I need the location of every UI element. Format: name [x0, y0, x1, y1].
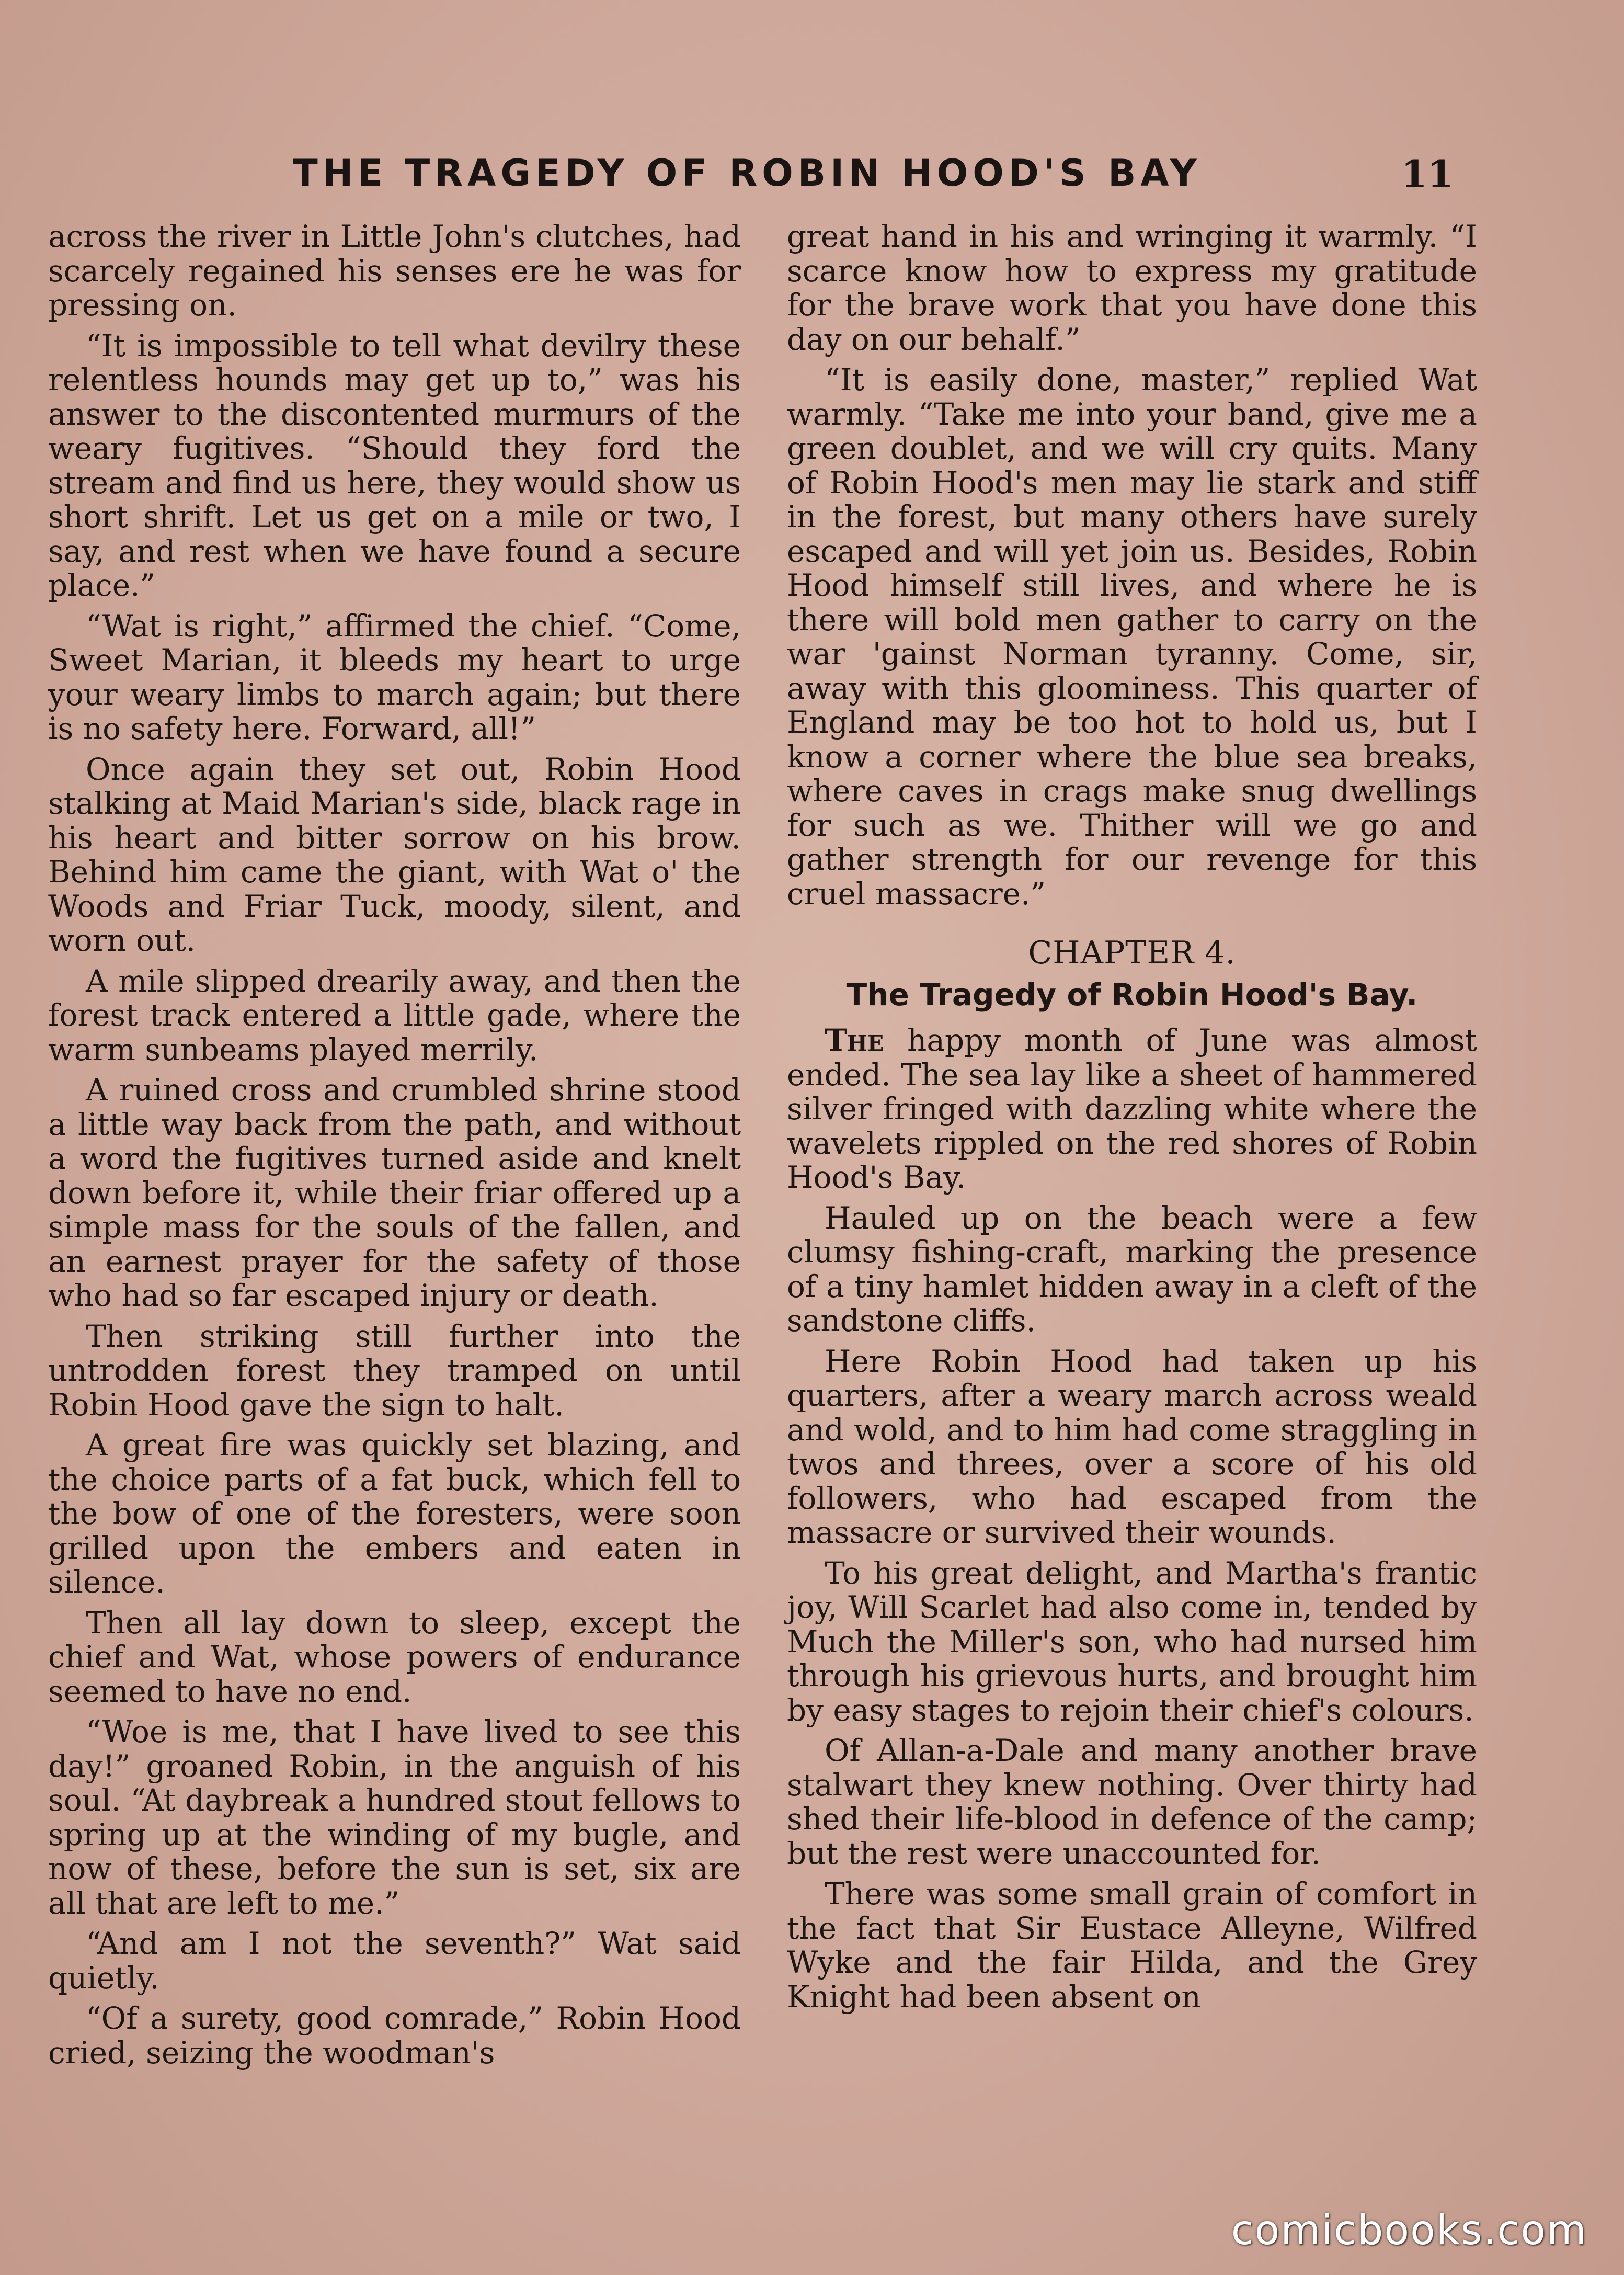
- paragraph: “It is impossible to tell what devilry these relentless hounds may get up to,” was his answer to the discontented murmurs of the weary fugitives. “Should they ford the stream and find us here, they would show us short shrift. Let us get on a mile or two, I say, and rest when we have found a secure place.”: [48, 327, 741, 603]
- paragraph: There was some small grain of comfort in the fact that Sir Eustace Alleyne, Wilfred Wyke and the fair Hilda, and the Grey Knight had been absent on: [787, 1876, 1477, 2015]
- page-header: [293, 152, 1454, 199]
- watermark: comicbooks.com: [1231, 2207, 1587, 2254]
- paragraph: A mile slipped drearily away, and then the forest track entered a little gade, where the warm sunbeams played merrily.: [48, 963, 741, 1067]
- paragraph: A ruined cross and crumbled shrine stood a little way back from the path, and without a word the fugitives turned aside and knelt down before it, while their friar offered up a simple mass for the souls of the fallen, and an earnest prayer for the safety of those who had so far escaped injury or death.: [48, 1072, 741, 1313]
- chapter-title: The Tragedy of Robin Hood's Bay.: [846, 976, 1418, 1013]
- paragraph: Then striking still further into the untrodden forest they tramped on until Robin Hood gave the sign to halt.: [48, 1318, 741, 1423]
- chapter-opening-paragraph: [787, 1023, 1477, 1195]
- paragraph: Of Allan-a-Dale and many another brave stalwart they knew nothing. Over thirty had shed their life-blood in defence of the camp; but the rest were unaccounted for.: [787, 1733, 1477, 1871]
- dropcap: The: [825, 1022, 884, 1058]
- paragraph: To his great delight, and Martha's frantic joy, Will Scarlet had also come in, tended by Much the Miller's son, who had nursed him through his grievous hurts, and brought him by easy stages to rejoin their chief's colours.: [787, 1555, 1477, 1728]
- paragraph: Here Robin Hood had taken up his quarters, after a weary march across weald and wold, and to him had come straggling in twos and threes, over a score of his old followers, who had escaped from the massacre or survived their wounds.: [787, 1343, 1477, 1550]
- paragraph: Then all lay down to sleep, except the chief and Wat, whose powers of endurance seemed to have no end.: [48, 1605, 741, 1709]
- left-column: [48, 220, 741, 2070]
- chapter-number: CHAPTER 4.: [1028, 935, 1236, 971]
- paragraph: across the river in Little John's clutches, had scarcely regained his senses ere he was for pressing on.: [48, 219, 741, 323]
- paragraph: A great fire was quickly set blazing, and the choice parts of a fat buck, which fell to the bow of one of the foresters, were soon grilled upon the embers and eaten in silence.: [48, 1427, 741, 1600]
- paragraph: “Wat is right,” affirmed the chief. “Come, Sweet Marian, it bleeds my heart to urge your weary limbs to march again; but there is no safety here. Forward, all!”: [48, 608, 741, 746]
- page-number: 11: [1401, 152, 1454, 196]
- right-column: [787, 220, 1477, 2014]
- paragraph: Hauled up on the beach were a few clumsy fishing-craft, marking the presence of a tiny hamlet hidden away in a cleft of the sandstone cliffs.: [787, 1200, 1477, 1338]
- paragraph: “And am I not the seventh?” Wat said quietly.: [48, 1926, 741, 1996]
- paragraph: “Of a surety, good comrade,” Robin Hood cried, seizing the woodman's: [48, 2000, 741, 2071]
- running-title: THE TRAGEDY OF ROBIN HOOD'S BAY: [293, 152, 1202, 195]
- paragraph: “It is easily done, master,” replied Wat warmly. “Take me into your band, give me a green doublet, and we will cry quits. Many of Robin Hood's men may lie stark and stiff in the forest, but many others have surely escaped and will yet join us. Besides, Robin Hood himself still lives, and where he is there will bold men gather to carry on the war 'gainst Norman tyranny. Come, sir, away with this gloominess. This quarter of England may be too hot to hold us, but I know a corner where the blue sea breaks, where caves in crags make snug dwellings for such as we. Thither will we go and gather strength for our revenge for this cruel massacre.”: [787, 362, 1477, 912]
- paragraph: “Woe is me, that I have lived to see this day!” groaned Robin, in the anguish of his soul. “At daybreak a hundred stout fellows to spring up at the winding of my bugle, and now of these, before the sun is set, six are all that are left to me.”: [48, 1714, 741, 1921]
- chapter-opening-text: happy month of June was almost ended. The sea lay like a sheet of hammered silver fringed with dazzling white where the wavelets rippled on the red shores of Robin Hood's Bay.: [787, 1022, 1477, 1195]
- paragraph: great hand in his and wringing it warmly. “I scarce know how to express my gratitude for the brave work that you have done this day on our behalf.”: [787, 219, 1477, 357]
- paragraph: Once again they set out, Robin Hood stalking at Maid Marian's side, black rage in his heart and bitter sorrow on his brow. Behind him came the giant, with Wat o' the Woods and Friar Tuck, moody, silent, and worn out.: [48, 751, 741, 958]
